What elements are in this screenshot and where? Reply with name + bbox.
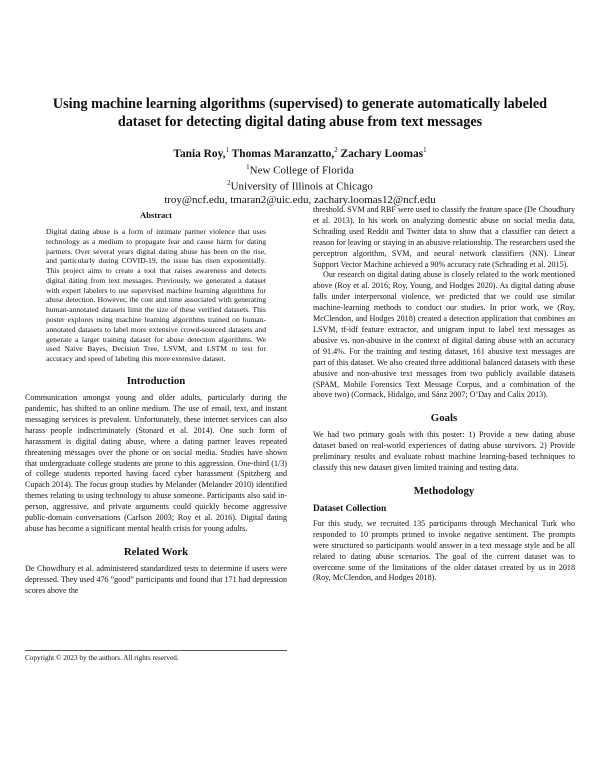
affiliation-1-text: New College of Florida	[249, 164, 354, 177]
affiliation-1-mark: 1	[246, 162, 250, 171]
introduction-text: Communication amongst young and older adults, particularly during the pandemic, has shifted to an online medium. The use of email, text, and instant messaging services is prevalent. Unfortunately, these internet services can also harass people indiscriminately (Stonard et al. 2014). One such form of harassment is digital dating abuse, where a dating partner leaves repeated threatening messages over the phone or on social media. Studies have shown that undergraduate college students are prone to this aggression. One-third (1/3) of college students reported having faced cyber harassment (Spitzberg and Cupach 2014). The focus group studies by Melander (Melander 2010) identified themes relating to using technology to abuse someone. Participants also said in-person, aggressive, and private arguments could quickly become aggressive public-domain conversations (Carlson 2003; Roy et al. 2016). Digital dating abuse has become a significant mental health crisis for young adults.	[25, 393, 287, 533]
affiliation-2	[40, 177, 560, 194]
abstract-heading: Abstract	[140, 210, 172, 220]
author-names	[40, 143, 560, 161]
affiliation-2-text: University of Illinois at Chicago	[230, 181, 373, 194]
related-work-text-left: De Chowdhury et al. administered standardized tests to determine if users were depressed. They used 476 ”good” participants and found that 171 had depression scores above the	[25, 563, 287, 595]
author-2: Thomas Maranzatto,	[229, 147, 335, 160]
right-column	[313, 205, 575, 584]
affiliation-2-mark: 2	[227, 179, 231, 188]
author-2-affil: 2	[334, 146, 338, 154]
author-1-affil: 1	[225, 146, 230, 154]
left-column	[25, 210, 287, 597]
related-work-text-right: threshold. SVM and RBF were used to classify the feature space (De Choudhury et al. 2013). In his work on analyzing domestic abuse on social media data, Schrading used Reddit and Twitter data to show that a classifier can detect a reason for leaving or staying in an abusive relationship. The researchers used the perceptron algorithm, SVM, and neural network classifiers (NN). Linear Support Vector Machine achieved a 90% accuracy rate (Schrading et al. 2015).	[313, 205, 575, 269]
author-1: Tania Roy,	[173, 147, 226, 160]
author-emails: troy@ncf.edu, tmaran2@uic.edu, zachary.loomas12@ncf.edu	[164, 194, 436, 207]
abstract-text: Digital dating abuse is a form of intimate partner violence that uses technology as a medium to propagate fear and cause harm for dating partners. Over several years digital dating abuse has been on the rise, and particularly during COVID-19, the issue has risen exponentially. This project aims to create a tool that raises awareness and detects digital dating from text messages. Previously, we generated a dataset with expert labelers to use supervised machine learning algorithms for abuse detection. However, the cost and time associated with generating human-annotated datasets limit the size of these verified datasets. This poster explores using machine learning algorithms trained on human-annotated datasets to label more extensive crowd-sourced datasets and generate a larger training dataset for abuse detection algorithms. We used Naive Bayes, Decision Tree, LSVM, and LSTM to test for accuracy and speed of labeling this more extensive dataset.	[46, 226, 266, 364]
author-3: Zachary Loomas	[337, 147, 424, 160]
dataset-collection-heading: Dataset Collection	[313, 503, 387, 514]
goals-heading: Goals	[430, 412, 458, 425]
author-3-affil: 1	[423, 146, 427, 154]
introduction-heading: Introduction	[126, 375, 186, 388]
paper-title: Using machine learning algorithms (supervised) to generate automatically labeled dataset for detecting digital dating abuse from text messages	[52, 96, 548, 130]
related-work-text-right-2: Our research on digital dating abuse is closely related to the work mentioned above (Roy et al. 2016; Roy, Young, and Hodges 2020). As digital dating abuse falls under interpersonal violence, we predicted that we could use similar machine-learning methods to conduct our studies. In prior work, we (Roy, McClendon, and Hodges 2018) created a detection application that combines an LSVM, tf-idf feature extractor, and unigram input to label text messages as abusive vs. non-abusive in the context of digital dating abuse with an accuracy of 91.4%. For the training and testing dataset, 161 abusive text messages are part of this dataset. We also created three additional balanced datasets with these abusive and non-abusive text messages from two publicly available datasets (SPAM, Mobile Forensics Text Message Corpus, and a combination of the above two) (Cormack, Hidalgo, and Sánz 2007; O’Day and Calix 2013).	[313, 270, 575, 400]
author-block	[40, 143, 560, 207]
goals-text: We had two primary goals with this poster: 1) Provide a new dating abuse dataset based on real-world experiences of dating abuse survivors. 2) Provide preliminary results and evaluate robust machine learning-based techniques to classify this new dataset given limited training and testing data.	[313, 430, 575, 473]
methodology-heading: Methodology	[413, 484, 475, 497]
copyright-notice: Copyright © 2023 by the authors. All rights reserved.	[25, 650, 287, 663]
affiliation-1	[40, 161, 560, 178]
dataset-collection-text: For this study, we recruited 135 participants through Mechanical Turk who responded to 10 prompts primed to invoke negative sentiment. The prompts were structured so participants would answer in a text message style and be all related to dating abuse scenarios. The goal of the current dataset was to overcome some of the limitations of the older dataset created by us in 2018 (Roy, McClendon, and Hodges 2018).	[313, 518, 575, 583]
related-work-heading: Related Work	[123, 545, 189, 558]
